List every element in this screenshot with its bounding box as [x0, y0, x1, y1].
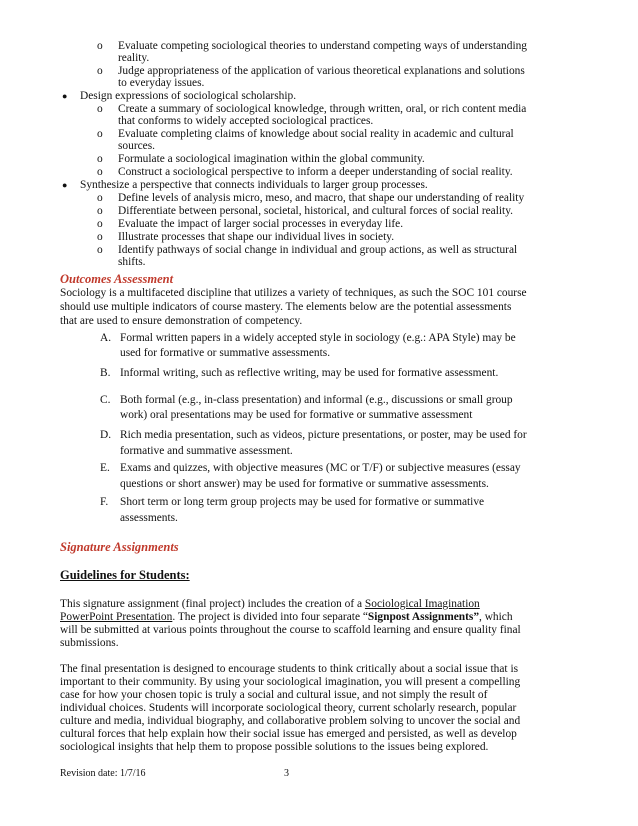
assessment-letter: B.	[100, 367, 111, 379]
outcome-sub-3a: Define levels of analysis micro, meso, and macro, that shape our understanding of reality	[118, 192, 525, 204]
sub-bullet-marker: o	[97, 103, 103, 115]
signature-assignments-heading: Signature Assignments	[60, 540, 179, 554]
signature-p2-line6: cultural forces that help explain how their social issue has emerged and persisted, as well as develop	[60, 728, 517, 740]
assessment-letter: E.	[100, 462, 110, 474]
assessment-item-c-line2: work) oral presentations may be used for formative or summative assessment	[120, 409, 473, 421]
sub-bullet-marker: o	[97, 153, 103, 165]
outcome-sub-2a-line1: Create a summary of sociological knowledge, through written, oral, or rich content media	[118, 103, 527, 115]
sub-bullet-marker: o	[97, 166, 103, 178]
assessment-item-a-line2: used for formative or summative assessments.	[120, 347, 331, 359]
outcome-sub-3c: Evaluate the impact of larger social processes in everyday life.	[118, 218, 404, 230]
outcome-sub-3b: Differentiate between personal, societal, historical, and cultural forces of social reality.	[118, 205, 514, 217]
signpost-assignments-text: Signpost Assignments”	[367, 611, 480, 623]
signature-p1-line4: submissions.	[60, 637, 119, 649]
sub-bullet-marker: o	[97, 218, 103, 230]
assessment-item-d-line1: Rich media presentation, such as videos, picture presentations, or poster, may be used for	[120, 429, 527, 441]
assessment-letter: D.	[100, 429, 112, 441]
assessment-item-d-line2: formative and summative assessment.	[120, 445, 293, 457]
bullet-marker: ●	[62, 91, 68, 101]
sub-bullet-marker: o	[97, 244, 103, 256]
bullet-marker: ●	[62, 180, 68, 190]
signature-p2-line4: individual choices. Students will incorporate sociological theory, current scholarly research, popular	[60, 702, 517, 714]
sub-bullet-marker: o	[97, 231, 103, 243]
signature-p1-line3: will be submitted at various points throughout the course to scaffold learning and ensure quality final	[60, 624, 521, 636]
outcome-sub-3d: Illustrate processes that shape our individual lives in society.	[118, 231, 395, 243]
assessment-item-f-line2: assessments.	[120, 512, 178, 524]
assessment-item-b-line1: Informal writing, such as reflective writing, may be used for formative assessment.	[120, 367, 499, 379]
assessment-intro-line2: should use multiple indicators of course mastery. The elements below are the potential assessments	[60, 301, 512, 313]
outcome-sub-3e-line1: Identify pathways of social change in individual and group actions, as well as structural	[118, 244, 518, 256]
assessment-intro-line3: that are used to ensure demonstration of competency.	[60, 315, 303, 327]
assessment-item-e-line1: Exams and quizzes, with objective measures (MC or T/F) or subjective measures (essay	[120, 462, 521, 474]
signature-p2-line5: culture and media, individual biography, and collaborative problem solving to uncover the social and	[60, 715, 521, 727]
assessment-intro-line1: Sociology is a multifaceted discipline that utilizes a variety of techniques, as such the SOC 101 course	[60, 287, 527, 299]
project-title-link: Sociological Imagination	[364, 598, 480, 610]
sub-bullet-marker: o	[97, 192, 103, 204]
assessment-letter: F.	[100, 496, 109, 508]
outcome-sub-1b-line2: to everyday issues.	[118, 77, 205, 89]
signature-p1-line1	[60, 598, 480, 610]
signature-p2-line3: case for how your chosen topic is truly a social and cultural issue, and not simply the result of	[60, 689, 488, 701]
assessment-item-c-line1: Both formal (e.g., in-class presentation) and informal (e.g., discussions or small group	[120, 394, 513, 406]
outcome-sub-2a-line2: that conforms to widely accepted sociological practices.	[118, 115, 374, 127]
outcome-sub-1a-line1: Evaluate competing sociological theories to understand competing ways of understanding	[118, 40, 528, 52]
outcome-sub-2c: Formulate a sociological imagination within the global community.	[118, 153, 425, 165]
sub-bullet-marker: o	[97, 128, 103, 140]
outcome-bullet-3: Synthesize a perspective that connects individuals to larger group processes.	[80, 179, 428, 191]
assessment-item-f-line1: Short term or long term group projects may be used for formative or summative	[120, 496, 485, 508]
page-number: 3	[284, 768, 289, 779]
assessment-item-e-line2: questions or short answer) may be used for formative or summative assessments.	[120, 478, 489, 490]
sub-bullet-marker: o	[97, 205, 103, 217]
assessment-letter: A.	[100, 332, 112, 344]
outcome-sub-2d: Construct a sociological perspective to inform a deeper understanding of social reality.	[118, 166, 513, 178]
outcome-sub-2b-line1: Evaluate completing claims of knowledge about social reality in academic and cultural	[118, 128, 514, 140]
outcome-sub-1b-line1: Judge appropriateness of the application of various theoretical explanations and solutions	[118, 65, 525, 77]
outcome-bullet-2: Design expressions of sociological scholarship.	[80, 90, 297, 102]
signature-p2-line2: important to their community. By using your sociological imagination, you will present a compelling	[60, 676, 521, 688]
outcome-sub-3e-line2: shifts.	[118, 256, 146, 268]
guidelines-heading: Guidelines for Students:	[60, 568, 190, 582]
signature-p1-line2	[60, 611, 513, 623]
assessment-letter: C.	[100, 394, 111, 406]
revision-date: Revision date: 1/7/16	[60, 768, 146, 779]
project-title-link: PowerPoint Presentation	[60, 611, 173, 623]
outcome-sub-2b-line2: sources.	[118, 140, 156, 152]
assessment-item-a-line1: Formal written papers in a widely accepted style in sociology (e.g.: APA Style) may be	[120, 332, 516, 344]
signature-p2-line1: The final presentation is designed to encourage students to think critically about a social issue that is	[60, 663, 519, 675]
signature-p1-text: . The project is divided into four separate “	[172, 611, 368, 623]
sub-bullet-marker: o	[97, 40, 103, 52]
outcomes-assessment-heading: Outcomes Assessment	[60, 272, 174, 286]
signature-p1-text: , which	[479, 611, 513, 623]
outcome-sub-1a-line2: reality.	[118, 52, 150, 64]
signature-p2-line7: sociological insights that help them to propose possible solutions to the issues being explored.	[60, 741, 489, 753]
signature-p1-text: This signature assignment (final project) includes the creation of a	[60, 598, 365, 610]
sub-bullet-marker: o	[97, 65, 103, 77]
